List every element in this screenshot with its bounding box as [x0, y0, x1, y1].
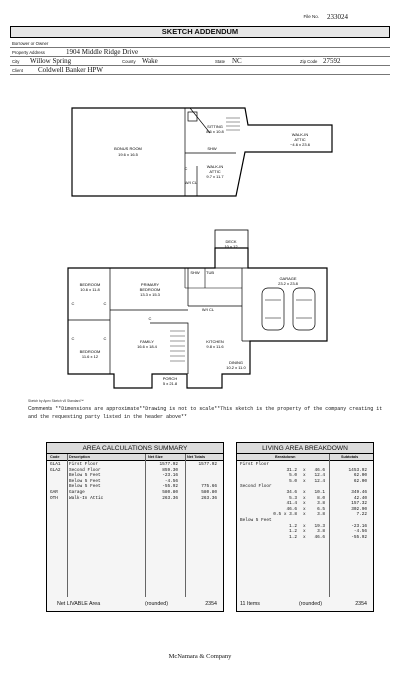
- cell-dim-b: 3.8: [317, 501, 325, 507]
- form-title: SKETCH ADDENDUM: [10, 26, 390, 38]
- family-dim: 16.6 x 18.4: [137, 344, 157, 349]
- cell-dim-b: 46.6: [314, 467, 325, 473]
- cell-dim-b: 6.5: [317, 506, 325, 512]
- col-breakdown: Breakdown: [275, 455, 296, 459]
- cell-subtotal: 62.00: [353, 473, 367, 479]
- deck-label: DECK: [225, 239, 237, 244]
- cell-code: GLA2: [50, 467, 61, 473]
- sketch-credit: Sketch by Apex Sketch v5 Standard™: [28, 399, 84, 403]
- walkin-attic2-label: WALK-IN: [206, 164, 224, 169]
- cell-net-size: -23.16: [162, 473, 178, 479]
- bonus-room-label: BONUS ROOM: [114, 146, 142, 151]
- borrower-row: [10, 39, 390, 48]
- company-footer: McNamara & Company: [168, 653, 232, 660]
- upper-closet-c-label: C: [184, 166, 188, 171]
- cell-label: Second Floor: [240, 484, 272, 490]
- state-value: NC: [232, 57, 242, 65]
- state-label: State: [215, 59, 226, 64]
- cell-net-size: -55.92: [162, 484, 178, 490]
- cell-subtotal: 1453.92: [348, 467, 367, 473]
- porch-dim: 5 x 21.8: [162, 381, 178, 386]
- cell-net-size: -4.56: [164, 478, 178, 484]
- comments-label: Comments: [28, 406, 53, 412]
- net-livable-value: 2354: [205, 601, 217, 607]
- cell-net-size: 859.30: [162, 467, 178, 473]
- cell-dim-b: 8.0: [317, 495, 325, 501]
- zip-label: Zip Code: [300, 59, 318, 64]
- col-net-size: Net Size: [148, 455, 163, 459]
- cell-times: x: [303, 501, 306, 507]
- area-calc-footer: [47, 597, 223, 611]
- cell-code: GLA1: [50, 462, 61, 467]
- col-code: Code: [50, 455, 60, 459]
- cell-description: Garage: [69, 489, 85, 495]
- deck-dim: 10 x 12: [224, 244, 238, 249]
- closet-label: C: [71, 336, 75, 341]
- primary-bedroom-label-2: BEDROOM: [139, 287, 161, 292]
- cell-dim-a: 31.2: [286, 467, 297, 473]
- walkin-attic-label: WALK-IN: [291, 132, 309, 137]
- closet-label: C: [103, 301, 107, 306]
- garage-dim: 23.2 x 23.8: [278, 281, 298, 286]
- tub-label: TUB: [206, 270, 214, 275]
- sitting-dim: 8.6 x 10.8: [206, 129, 224, 134]
- cell-dim-a: 41.4: [286, 501, 297, 507]
- cell-dim-a: 5.0: [289, 478, 297, 484]
- net-livable-label: Net LIVABLE Area: [57, 601, 101, 607]
- col-subtotals: Subtotals: [341, 455, 359, 459]
- client-label: Client: [12, 68, 23, 73]
- cell-times: x: [303, 495, 306, 501]
- primary-bedroom-dim: 13.3 x 15.3: [140, 292, 160, 297]
- cell-times: x: [303, 489, 306, 495]
- living-area-headers: [237, 454, 373, 461]
- area-calc-headers: [47, 454, 223, 461]
- deck-outline: [215, 230, 248, 268]
- upper-closet-label: W/I CL: [184, 180, 198, 185]
- property-row: [10, 48, 390, 57]
- client-row: [10, 66, 390, 75]
- bedroom2-dim: 11.6 x 12: [81, 354, 99, 359]
- living-area-footer: [237, 597, 373, 611]
- borrower-label: Borrower or Owner: [12, 41, 49, 46]
- cell-dim-a: 0.5 x 3.8: [273, 512, 297, 518]
- cell-dim-b: 19.3: [314, 523, 325, 529]
- file-number-value: 233024: [327, 13, 348, 21]
- bedroom1-label: BEDROOM: [79, 282, 101, 287]
- floor-plan-sketch: [10, 78, 390, 408]
- rounded-label: (rounded): [145, 601, 168, 607]
- cell-times: x: [303, 467, 306, 473]
- upper-shower-label: SHW: [207, 146, 217, 151]
- dining-dim: 10.2 x 11.0: [226, 365, 246, 370]
- closet-label: C: [148, 316, 152, 321]
- cell-subtotal: -55.92: [351, 534, 367, 540]
- walkin-attic-dim: ~4.6 x 23.6: [290, 142, 310, 147]
- dining-label: DINING: [229, 360, 243, 365]
- cell-dim-a: 1.2: [289, 523, 297, 529]
- cell-times: x: [303, 523, 306, 529]
- cell-label: Below 5 Feet: [240, 517, 272, 523]
- cell-subtotal: 157.32: [351, 501, 367, 507]
- cell-dim-b: 3.8: [317, 529, 325, 535]
- cell-subtotal: 349.46: [351, 489, 367, 495]
- cell-net-total: 263.36: [201, 495, 217, 501]
- file-number-label: File No.: [303, 14, 319, 19]
- upper-floor-outline: [72, 108, 332, 196]
- living-area-title: LIVING AREA BREAKDOWN: [237, 443, 373, 454]
- cell-description: Below 5 Feet: [69, 478, 101, 484]
- bedroom1-dim: 10.6 x 11.8: [80, 287, 100, 292]
- items-count: 11 Items: [240, 601, 260, 607]
- wic-label: W/I CL: [201, 307, 215, 312]
- bedroom2-label: BEDROOM: [79, 349, 101, 354]
- living-rounded-label: (rounded): [299, 601, 322, 607]
- cell-code: OTH: [50, 495, 58, 501]
- cell-dim-b: 46.6: [314, 534, 325, 540]
- cell-subtotal: -23.16: [351, 523, 367, 529]
- sitting-label: SITTING: [207, 124, 223, 129]
- county-label: County: [122, 59, 136, 64]
- comments-block: [28, 406, 390, 421]
- table-row: [47, 496, 223, 502]
- primary-bedroom-label: PRIMARY: [140, 282, 160, 287]
- cell-description: Walk-In Attic: [69, 495, 104, 501]
- cell-subtotal: 42.40: [353, 495, 367, 501]
- cell-dim-b: 10.1: [314, 489, 325, 495]
- cell-subtotal: 7.22: [356, 512, 367, 518]
- cell-dim-a: 5.0: [289, 473, 297, 479]
- area-calculations-summary: [46, 442, 224, 612]
- county-value: Wake: [142, 57, 158, 65]
- family-label: FAMILY: [140, 339, 154, 344]
- cell-dim-a: 5.3: [289, 495, 297, 501]
- cell-dim-a: 34.6: [286, 489, 297, 495]
- table-row: [237, 535, 373, 541]
- walkin-attic-label-2: ATTIC: [294, 137, 306, 142]
- property-value: 1904 Middle Ridge Drive: [66, 48, 139, 56]
- cell-net-size: 263.36: [162, 495, 178, 501]
- garage-label: GARAGE: [279, 276, 297, 281]
- cell-net-total: 1577.92: [198, 462, 217, 467]
- col-description: Description: [69, 455, 90, 459]
- city-label: City: [12, 59, 20, 64]
- porch-label: PORCH: [162, 376, 178, 381]
- cell-dim-a: 1.2: [289, 529, 297, 535]
- cell-dim-b: 12.4: [314, 478, 325, 484]
- cell-code: GAR: [50, 489, 58, 495]
- property-label: Property Address: [12, 50, 45, 55]
- area-calc-title: AREA CALCULATIONS SUMMARY: [47, 443, 223, 454]
- cell-description: First Floor: [69, 462, 98, 467]
- walkin-attic2-label-2: ATTIC: [209, 169, 221, 174]
- main-floor-outline: [68, 248, 327, 388]
- cell-times: x: [303, 478, 306, 484]
- cell-net-size: 1577.92: [159, 462, 178, 467]
- cell-subtotal: 62.00: [353, 478, 367, 484]
- cell-times: x: [303, 473, 306, 479]
- area-calc-rows: [47, 462, 223, 501]
- cell-net-size: 580.80: [162, 489, 178, 495]
- cell-description: Below 5 Feet: [69, 473, 101, 479]
- cell-times: x: [303, 529, 306, 535]
- zip-value: 27592: [323, 57, 341, 65]
- cell-times: x: [303, 534, 306, 540]
- col-net-totals: Net Totals: [187, 455, 206, 459]
- cell-net-total: 580.80: [201, 489, 217, 495]
- cell-label: First Floor: [240, 462, 269, 467]
- client-value: Coldwell Banker HPW: [38, 66, 103, 74]
- closet-label: C: [103, 336, 107, 341]
- city-value: Willow Spring: [30, 57, 72, 65]
- living-total-value: 2354: [355, 601, 367, 607]
- kitchen-label: KITCHEN: [206, 339, 224, 344]
- living-area-rows: [237, 462, 373, 540]
- cell-net-total: 775.66: [201, 484, 217, 490]
- cell-description: Below 5 Feet: [69, 484, 101, 490]
- living-area-breakdown: [236, 442, 374, 612]
- closet-label: C: [71, 301, 75, 306]
- cell-dim-b: 12.4: [314, 473, 325, 479]
- kitchen-dim: 9.8 x 11.6: [206, 344, 224, 349]
- city-row: [10, 57, 390, 66]
- cell-dim-b: 3.8: [317, 512, 325, 518]
- walkin-attic2-dim: 9.7 x 11.7: [206, 174, 224, 179]
- cell-times: x: [303, 512, 306, 518]
- cell-subtotal: 302.90: [351, 506, 367, 512]
- cell-description: Second Floor: [69, 467, 101, 473]
- sketch-addendum-page: [10, 6, 390, 668]
- cell-subtotal: -4.56: [353, 529, 367, 535]
- cell-dim-a: 1.2: [289, 534, 297, 540]
- file-number: [303, 12, 348, 20]
- cell-times: x: [303, 506, 306, 512]
- cell-dim-a: 46.6: [286, 506, 297, 512]
- comments-text: **Dimensions are approximate**Drawing is not to scale**This sketch is the property of the company creating it and the requesting party listed in the header above**: [28, 406, 383, 420]
- bonus-room-dim: 19.6 x 16.5: [118, 152, 138, 157]
- shower-label: SHW: [190, 270, 200, 275]
